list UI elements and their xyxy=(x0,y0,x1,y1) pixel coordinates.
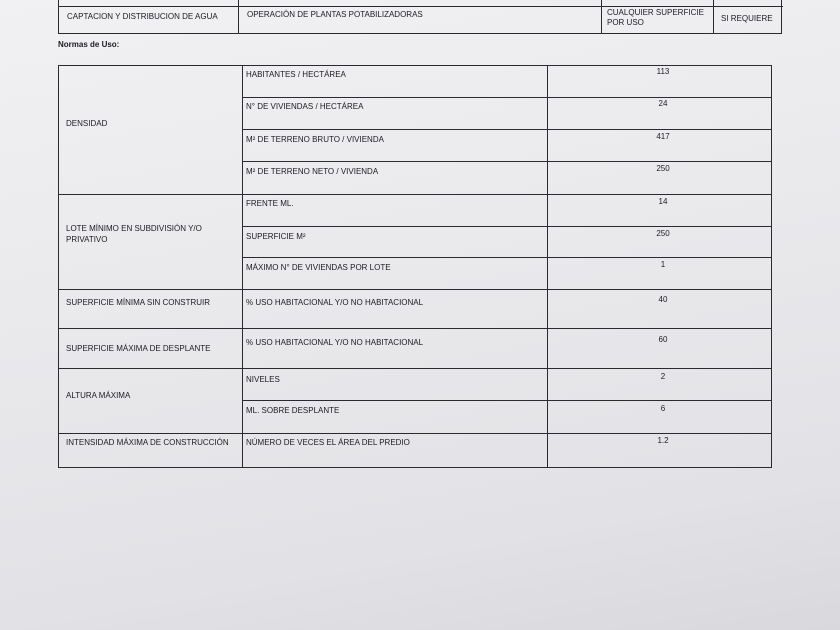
param-label: MÁXIMO N° DE VIVIENDAS POR LOTE xyxy=(246,263,391,272)
group-superficie-maxima: SUPERFICIE MÁXIMA DE DESPLANTE xyxy=(66,344,211,353)
param-label: % USO HABITACIONAL Y/O NO HABITACIONAL xyxy=(246,298,424,307)
group-altura: ALTURA MÁXIMA xyxy=(66,391,131,400)
group-lote: LOTE MÍNIMO EN SUBDIVISIÓN Y/O PRIVATIVO xyxy=(66,224,202,244)
top-cell-1: CAPTACION Y DISTRIBUCION DE AGUA xyxy=(67,12,218,21)
param-value: 1 xyxy=(660,260,666,269)
param-label: M² DE TERRENO BRUTO / VIVIENDA xyxy=(246,135,384,144)
param-label: N° DE VIVIENDAS / HECTÁREA xyxy=(246,102,364,111)
param-label: M² DE TERRENO NETO / VIVIENDA xyxy=(246,167,379,176)
top-cell-2: OPERACIÓN DE PLANTAS POTABILIZADORAS xyxy=(247,10,423,19)
param-label: HABITANTES / HECTÁREA xyxy=(246,70,346,79)
group-superficie-minima: SUPERFICIE MÍNIMA SIN CONSTRUIR xyxy=(66,298,211,307)
param-value: 60 xyxy=(658,335,668,344)
param-label: ML. SOBRE DESPLANTE xyxy=(246,406,340,415)
param-value: 40 xyxy=(658,295,668,304)
param-value: 2 xyxy=(660,372,666,381)
group-intensidad: INTENSIDAD MÁXIMA DE CONSTRUCCIÓN xyxy=(66,438,229,447)
param-value: 6 xyxy=(660,404,666,413)
param-value: 417 xyxy=(656,132,670,141)
param-label: FRENTE ML. xyxy=(246,199,294,208)
param-value: 14 xyxy=(658,197,668,206)
param-label: % USO HABITACIONAL Y/O NO HABITACIONAL xyxy=(246,338,424,347)
param-value: 250 xyxy=(656,164,670,173)
normas-table xyxy=(58,63,772,468)
param-value: 113 xyxy=(656,67,670,76)
group-densidad: DENSIDAD xyxy=(66,119,108,128)
param-value: 24 xyxy=(658,99,668,108)
normas-label: Normas de Uso: xyxy=(58,40,120,49)
param-label: SUPERFICIE M² xyxy=(246,232,306,241)
top-cell-4: SI REQUIERE xyxy=(721,14,773,23)
param-value: 1.2 xyxy=(657,436,669,445)
top-table xyxy=(58,0,782,34)
param-value: 250 xyxy=(656,229,670,238)
top-cell-3: CUALQUIER SUPERFICIE POR USO xyxy=(607,8,704,27)
param-label: NÚMERO DE VECES EL ÁREA DEL PREDIO xyxy=(246,438,410,447)
param-label: NIVELES xyxy=(246,375,280,384)
